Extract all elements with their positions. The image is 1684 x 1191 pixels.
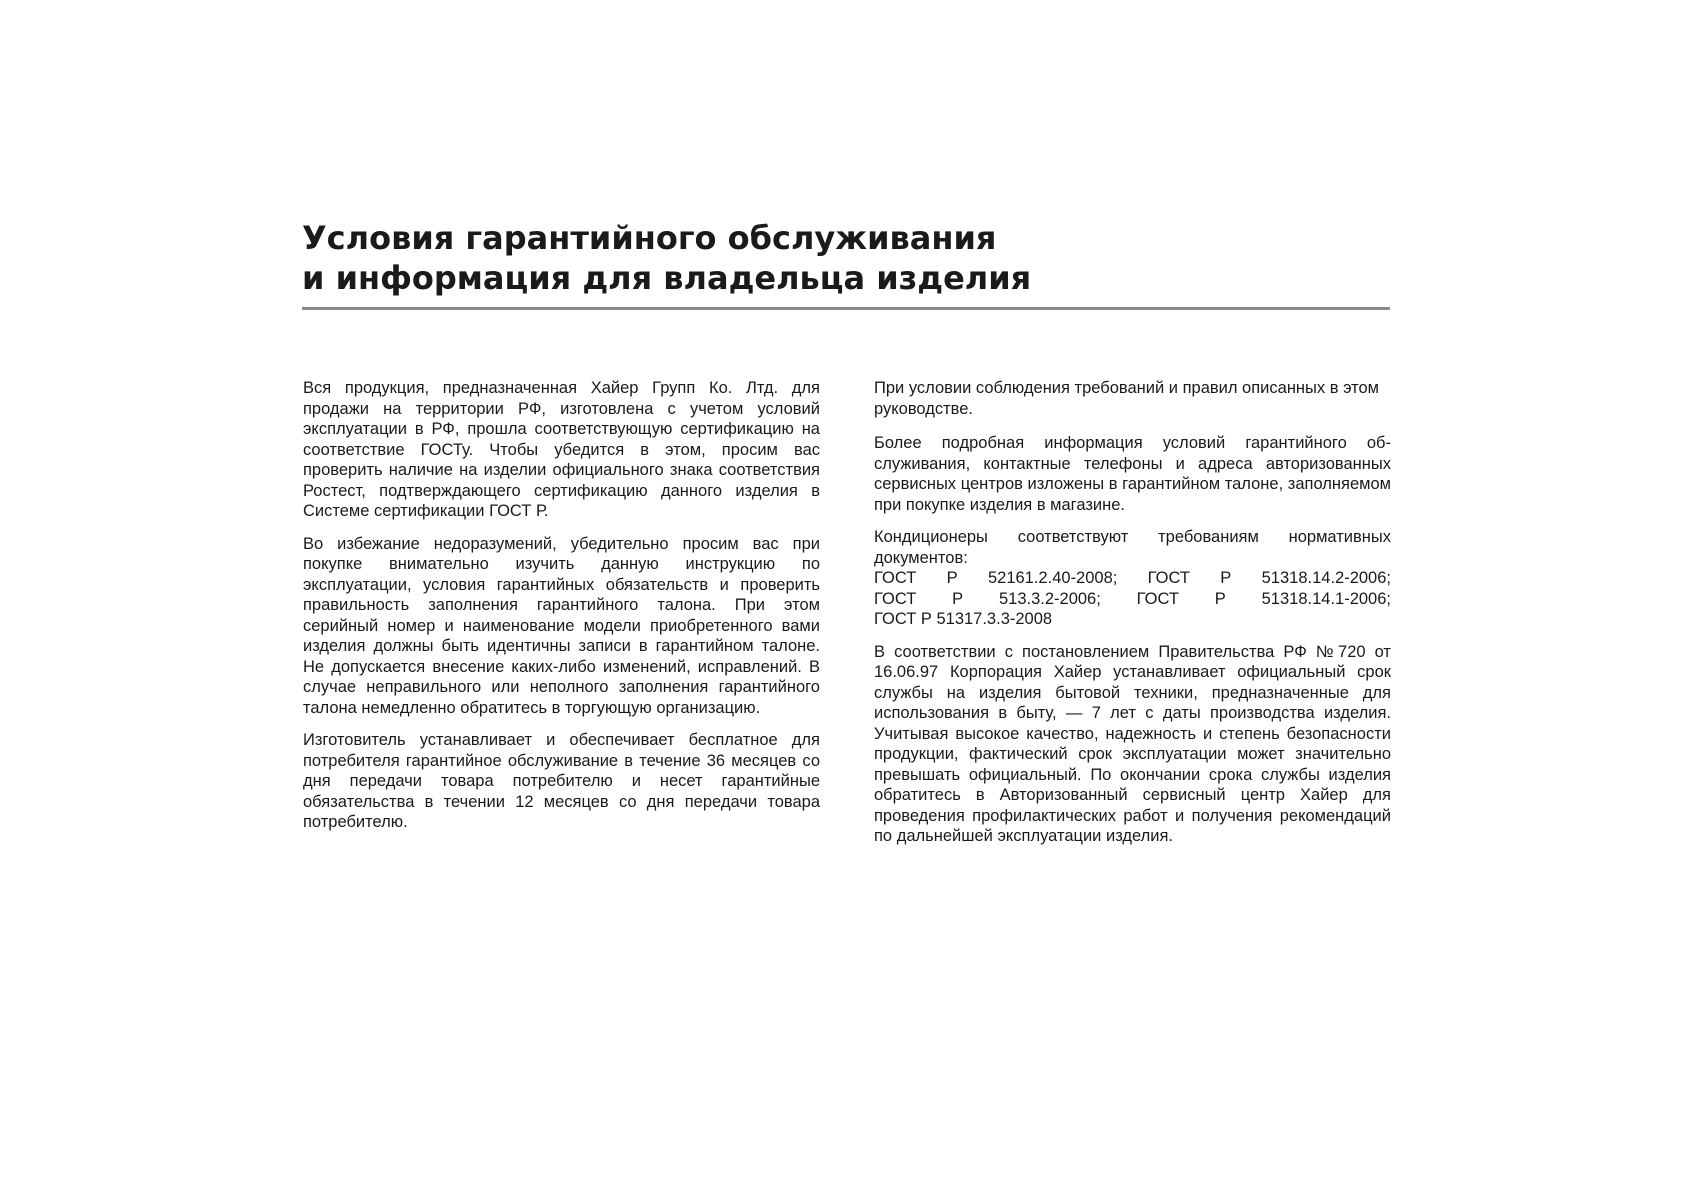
standards-line-2: ГОСТ Р 513.3.2-2006; ГОСТ Р 51318.14.1-2006;: [874, 589, 1391, 608]
left-column: [303, 378, 820, 845]
standards-intro: Кондиционеры соответствуют требованиям нормативных документов:: [874, 528, 1391, 567]
page-title-line-2: и информация для владельца изделия: [302, 259, 1032, 297]
paragraph-conditions: При условии соблюдения требований и правил описанных в этом руководстве.: [874, 379, 1380, 418]
paragraph-warranty-terms: Изготовитель устанавливает и обеспечивает бесплатное для потребителя гарантийное обслуживание в течение 36 месяцев со дня передачи товара потребителю и несет гарантийные обязательства в течении 12 месяцев со дня передачи товара потребителю.: [303, 731, 820, 831]
right-column: [874, 378, 1391, 859]
standards-line-3: ГОСТ Р 51317.3.3-2008: [874, 610, 1053, 628]
paragraph-more-info: Более подробная информация условий гарантийного обслуживания, контактные телефоны и адреса авторизованных сервисных центров изложены в гарантийном талоне, заполняемом при покупке изделия в магазине.: [874, 434, 1391, 514]
page-title-line-1: Условия гарантийного обслуживания: [302, 219, 997, 257]
paragraph-standards: [874, 527, 1391, 630]
paragraph-purchase-check: Во избежание недоразумений, убедительно просим вас при покупке внимательно изучить данную инструкцию по эксплуатации, условия гарантийных обязательств и проверить правильность заполнения гарантийного талона. При этом серийный номер и наименование модели приобретенного вами изделия должны быть идентичны записи в гарантийном талоне. Не допускается внесение каких-либо изменений, исправлений. В случае неправильного или неполного заполнения гарантийного талона немедленно обратитесь в торгующую организацию.: [303, 534, 820, 717]
page-title: [302, 218, 1392, 298]
paragraph-service-life: В соответствии с постановлением Правительства РФ №720 от 16.06.97 Корпорация Хайер устанавливает официальный срок службы на изделия бытовой техники, предназначенные для использования в быту, — 7 лет с даты производства изделия. Учитывая высокое качество, надежность и степень безопасности продукции, фактический срок эксплуатации может значительно превышать официальный. По окончании срока службы изделия обратитесь в Авторизованный сервисный центр Хайер для проведения профилактических работ и получения рекомендаций по дальнейшей эксплуатации изделия.: [874, 642, 1391, 845]
paragraph-product-certification: Вся продукция, предназначенная Хайер Групп Ко. Лтд. для продажи на территории РФ, изготовлена с учетом условий эксплуатации в РФ, прошла соответствующую сертификацию на соответствие ГОСТу. Чтобы убедится в этом, просим вас проверить наличие на изделии официального знака соответствия Ростест, подтверждающего сертификацию данного изделия в Системе сертификации ГОСТ Р.: [303, 379, 820, 520]
standards-line-1: ГОСТ Р 52161.2.40-2008; ГОСТ Р 51318.14.2-2006;: [874, 569, 1391, 587]
title-divider: [302, 307, 1390, 310]
